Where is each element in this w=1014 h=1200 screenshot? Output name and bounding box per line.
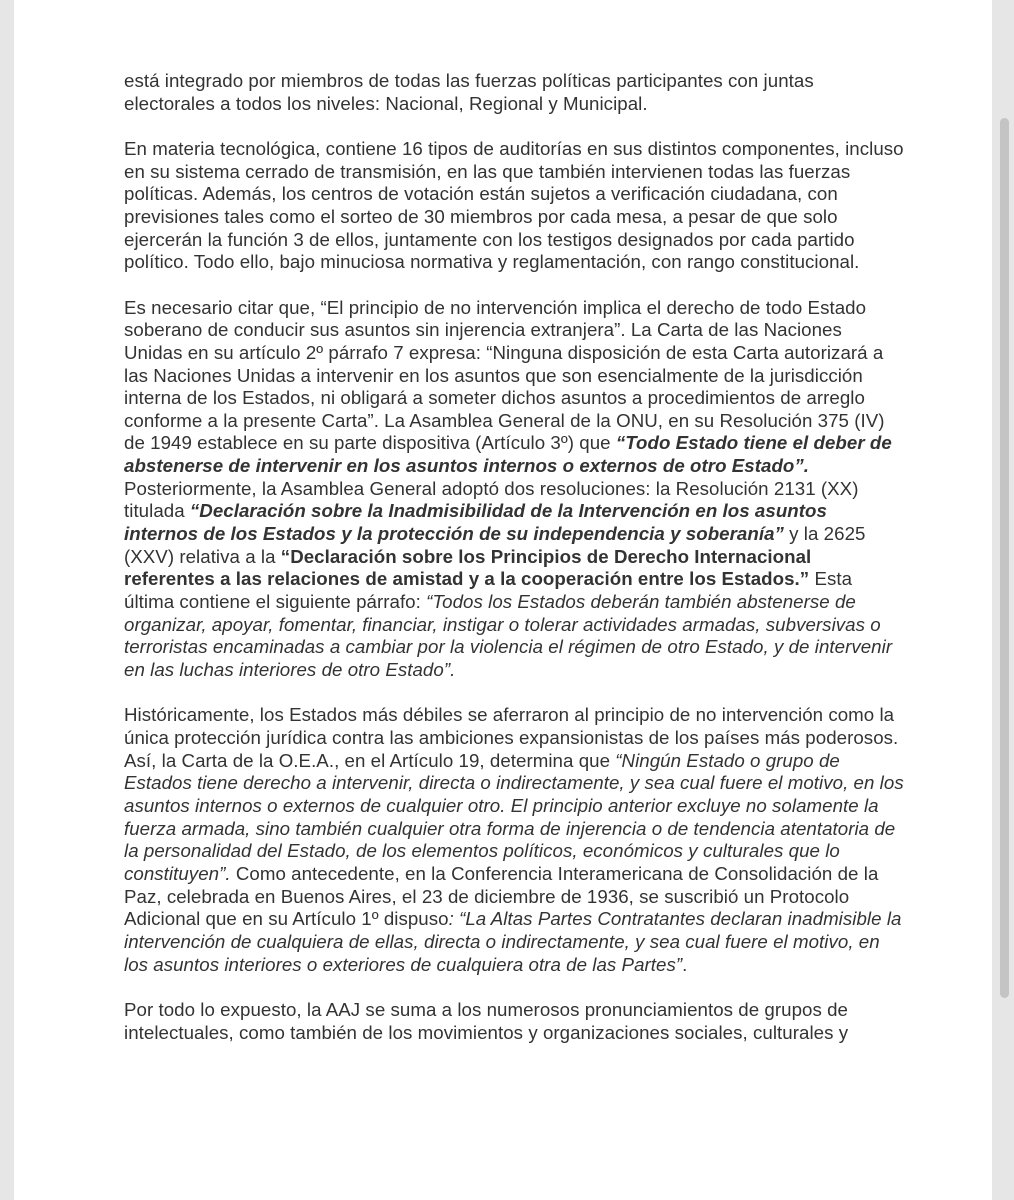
- scrollbar-thumb[interactable]: [1000, 118, 1009, 998]
- text: Es necesario citar que, “El principio de no intervención implica el derecho de todo Estado soberano de conducir sus asuntos sin injerencia extranjera”. La Carta de las Naciones Unidas en su artículo 2º párrafo 7 expresa: “Ninguna disposición de esta Carta autorizará a las Naciones Unidas a intervenir en los asuntos que son esencialmente de la jurisdicción interna de los Estados, ni obligará a someter dichos asuntos a procedimientos de arreglo conforme a la presente Carta”. La Asamblea General de la ONU, en su Resolución 375 (IV) de 1949 establece en su parte dispositiva (Artículo 3º) que: [124, 296, 885, 454]
- quote-resolution-375: “Todo Estado tiene el deber de abstenerse de intervenir en los asuntos internos o externos de otro Estado”.: [124, 432, 892, 477]
- paragraph-non-intervention: [124, 297, 904, 682]
- paragraph-historical: [124, 704, 904, 976]
- paragraph-electoral-boards: [124, 70, 904, 115]
- quote-resolution-2625: “Declaración sobre los Principios de Derecho Internacional referentes a las relaciones de amistad y a la cooperación entre los Estados.”: [124, 545, 812, 590]
- quote-protocol-article-1: : “La Altas Partes Contratantes declaran inadmisible la intervención de cualquiera de ellas, directa o indirectamente, y sea cual fuere el motivo, en los asuntos interiores o exteriores de cualquiera otra de las Partes”: [124, 908, 902, 975]
- document-body: [124, 70, 904, 1044]
- vertical-scrollbar[interactable]: [1000, 0, 1009, 1200]
- text: y la 2625 (XXV) relativa a la: [124, 523, 866, 567]
- text: Posteriormente, la Asamblea General adoptó dos resoluciones: la Resolución 2131 (XX) titulada: [124, 477, 859, 522]
- quote-resolution-2131: “Declaración sobre la Inadmisibilidad de la Intervención en los asuntos internos de los Estados y la protección de su independencia y soberanía”: [124, 500, 827, 545]
- text: .: [682, 953, 688, 975]
- text: Por todo lo expuesto, la AAJ se suma a los numerosos pronunciamientos de grupos de intelectuales, como también de los movimientos y organizaciones sociales, culturales y: [124, 998, 849, 1043]
- text: Históricamente, los Estados más débiles se aferraron al principio de no intervención como la única protección jurídica contra las ambiciones expansionistas de los países más poderosos. Así, la Carta de la O.E.A., en el Artículo 19, determina que: [124, 704, 899, 771]
- text: En materia tecnológica, contiene 16 tipos de auditorías en sus distintos componentes, incluso en su sistema cerrado de transmisión, en las que también intervienen todas las fuerzas políticas. Además, los centros de votación están sujetos a verificación ciudadana, con previsiones tales como el sorteo de 30 miembros por cada mesa, a pesar de que solo ejercerán la función 3 de ellos, juntamente con los testigos designados por cada partido político. Todo ello, bajo minuciosa normativa y reglamentación, con rango constitucional.: [124, 137, 904, 273]
- text: Como antecedente, en la Conferencia Interamericana de Consolidación de la Paz, celebrada en Buenos Aires, el 23 de diciembre de 1936, se suscribió un Protocolo Adicional que en su Artículo 1º dispuso: [124, 862, 879, 930]
- quote-oea-article-19: “Ningún Estado o grupo de Estados tiene derecho a intervenir, directa o indirectamente, y sea cual fuere el motivo, en los asuntos internos o externos de cualquier otro. El principio anterior excluye no solamente la fuerza armada, sino también cualquier otra forma de injerencia o de tendencia atentatoria de la personalidad del Estado, de los elementos políticos, económicos y culturales que lo constituyen”.: [124, 749, 904, 884]
- text: Esta última contiene el siguiente párrafo:: [124, 568, 853, 613]
- paragraph-conclusion: [124, 999, 904, 1044]
- quote-paragraph: “Todos los Estados deberán también abstenerse de organizar, apoyar, fomentar, financiar, instigar o tolerar actividades armadas, subversivas o terroristas encaminadas a cambiar por la violencia el régimen de otro Estado, y de intervenir en las luchas interiores de otro Estado”.: [124, 591, 893, 681]
- paragraph-technology-audits: [124, 138, 904, 274]
- document-page: [14, 0, 992, 1200]
- text: está integrado por miembros de todas las fuerzas políticas participantes con juntas electorales a todos los niveles: Nacional, Regional y Municipal.: [124, 70, 814, 114]
